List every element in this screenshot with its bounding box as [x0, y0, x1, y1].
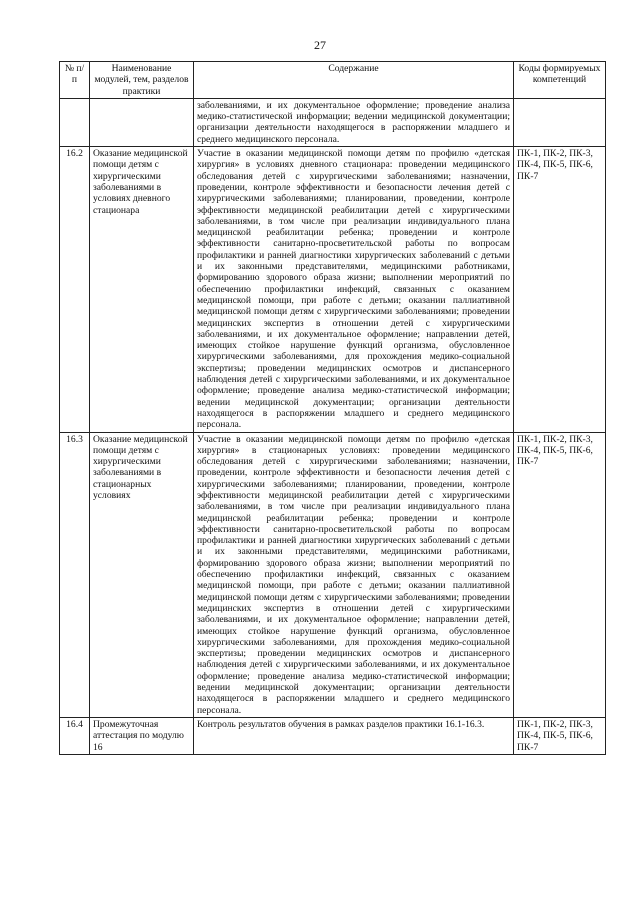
- table-header-row: [60, 62, 606, 99]
- row-competence-codes: ПК-1, ПК-2, ПК-3, ПК-4, ПК-5, ПК-6, ПК-7: [514, 717, 606, 754]
- row-number: 16.4: [60, 717, 90, 754]
- row-module-name: Промежуточная аттестация по модулю 16: [90, 717, 194, 754]
- row-module-name: Оказание медицинской помощи детям с хирургическими заболеваниями в условиях дневного стационара: [90, 147, 194, 432]
- table-row: [60, 147, 606, 432]
- row-competence-codes: [514, 98, 606, 146]
- header-module-name: Наименование модулей, тем, разделов практики: [90, 62, 194, 99]
- row-competence-codes: ПК-1, ПК-2, ПК-3, ПК-4, ПК-5, ПК-6, ПК-7: [514, 147, 606, 432]
- header-competence-codes: Коды формируемых компетенций: [514, 62, 606, 99]
- row-number: [60, 98, 90, 146]
- table-row: [60, 98, 606, 146]
- row-content: Участие в оказании медицинской помощи детям по профилю «детская хирургия» в условиях дневного стационара: проведении медицинского обследования детей с хирургическими заболеваниями; назначении, проведении, контроле эффективности и безопасности лечения детей с хирургическими заболеваниями; планировании, проведении, контроле эффективности медицинской реабилитации детей с хирургическими заболеваниями, в том числе при реализации индивидуального плана медицинской реабилитации ребенка; проведении и контроле эффективности санитарно-просветительской работы по вопросам профилактики и ранней диагностики хирургических заболеваний с детьми и их законными представителями, медицинскими работниками, формированию здорового образа жизни; выполнении мероприятий по обеспечению профилактики инфекций, связанных с оказанием медицинской помощи, при работе с детьми; оказании паллиативной медицинской помощи детям с хирургическими заболеваниями; проведении медицинских экспертиз в отношении детей с хирургическими заболеваниями, и их документальное оформление; направлении детей, имеющих стойкое нарушение функций организма, обусловленное хирургическими заболеваниями, для прохождения медико-социальной экспертизы; проведении медицинских осмотров и диспансерного наблюдения детей с хирургическими заболеваниями, и их документальное оформление; проведение анализа медико-статистической информации; ведении медицинской документации; организации деятельности находящегося в распоряжении младшего и среднего медицинского персонала.: [194, 147, 514, 432]
- practice-program-table: [59, 61, 606, 755]
- row-module-name: [90, 98, 194, 146]
- row-content: Участие в оказании медицинской помощи детям по профилю «детская хирургия» в стационарных условиях: проведении медицинского обследования детей с хирургическими заболеваниями; назначении, проведении, контроле эффективности и безопасности лечения детей с хирургическими заболеваниями; планировании, проведении, контроле эффективности медицинской реабилитации детей с хирургическими заболеваниями, в том числе при реализации индивидуального плана медицинской реабилитации ребенка; проведении и контроле эффективности санитарно-просветительской работы по вопросам профилактики и ранней диагностики хирургических заболеваний с детьми и их законными представителями, медицинскими работниками, формированию здорового образа жизни; выполнении мероприятий по обеспечению профилактики инфекций, связанных с оказанием медицинской помощи, при работе с детьми; оказании паллиативной медицинской помощи детям с хирургическими заболеваниями; проведении медицинских экспертиз в отношении детей с хирургическими заболеваниями, и их документальное оформление; направлении детей, имеющих стойкое нарушение функций организма, обусловленное хирургическими заболеваниями, для прохождения медико-социальной экспертизы; проведении медицинских осмотров и диспансерного наблюдения детей с хирургическими заболеваниями, и их документальное оформление; проведение анализа медико-статистической информации; ведении медицинской документации; организации деятельности находящегося в распоряжении младшего и среднего медицинского персонала.: [194, 432, 514, 717]
- page-number: 27: [314, 38, 326, 52]
- row-content: Контроль результатов обучения в рамках разделов практики 16.1-16.3.: [194, 717, 514, 754]
- header-content: Содержание: [194, 62, 514, 99]
- table-row: [60, 717, 606, 754]
- row-content: заболеваниями, и их документальное оформление; проведение анализа медико-статистической информации; ведении медицинской документации; организации деятельности находящегося в распоряжении младшего и среднего медицинского персонала.: [194, 98, 514, 146]
- row-number: 16.3: [60, 432, 90, 717]
- table-row: [60, 432, 606, 717]
- row-competence-codes: ПК-1, ПК-2, ПК-3, ПК-4, ПК-5, ПК-6, ПК-7: [514, 432, 606, 717]
- row-number: 16.2: [60, 147, 90, 432]
- row-module-name: Оказание медицинской помощи детям с хирургическими заболеваниями в стационарных условиях: [90, 432, 194, 717]
- header-number: № п/п: [60, 62, 90, 99]
